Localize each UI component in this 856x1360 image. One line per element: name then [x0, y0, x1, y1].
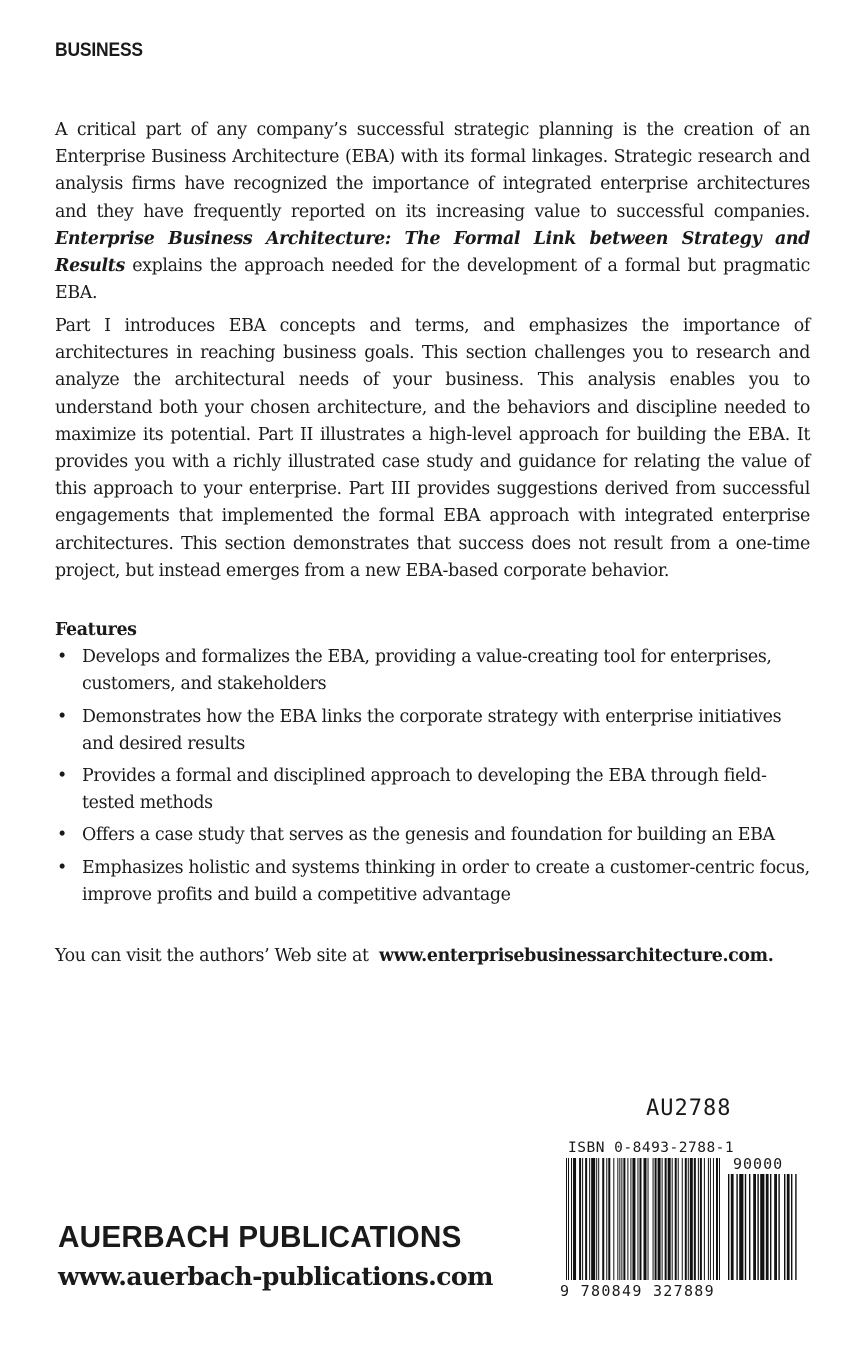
price-code: 90000 — [733, 1155, 784, 1173]
outro-text: explains the approach needed for the development of a formal but pragmatic EBA. — [55, 256, 810, 304]
description-paragraph-1 — [55, 117, 810, 307]
feature-item: • Demonstrates how the EBA links the corporate strategy with enterprise initiatives and desired results — [55, 704, 810, 758]
addon-barcode-icon — [728, 1174, 798, 1280]
bullet-icon: • — [57, 706, 67, 727]
feature-item: • Provides a formal and disciplined approach to developing the EBA through field-tested methods — [55, 763, 810, 817]
category-label: BUSINESS — [55, 40, 143, 61]
isbn-label: ISBN 0-8493-2788-1 — [568, 1140, 735, 1156]
feature-item: • Offers a case study that serves as the genesis and foundation for building an EBA — [55, 822, 810, 849]
bullet-icon: • — [57, 766, 67, 787]
book-title: Enterprise Business Architecture: The Formal Link between Strategy and Results — [55, 228, 810, 277]
website-text: You can visit the authors’ Web site at — [55, 946, 369, 966]
features-list — [55, 644, 810, 909]
product-code: AU2788 — [646, 1096, 732, 1121]
bullet-icon: • — [57, 825, 67, 846]
publisher-url[interactable]: www.auerbach-publications.com — [58, 1262, 493, 1291]
intro-text: A critical part of any company’s successful strategic planning is the creation of an Enterprise Business Architecture (EBA) with its formal linkages. Strategic research and analysis firms have recognized the importance of integrated enterprise architectures and they have frequently reported on its increasing value to successful companies. — [55, 120, 810, 222]
website-line — [55, 943, 810, 970]
feature-item: • Develops and formalizes the EBA, providing a value-creating tool for enterprises, customers, and stakeholders — [55, 644, 810, 698]
publisher-name: AUERBACH PUBLICATIONS — [58, 1219, 462, 1254]
bullet-icon: • — [57, 647, 67, 668]
features-section — [55, 617, 810, 914]
website-link[interactable]: www.enterprisebusinessarchitecture.com. — [379, 946, 774, 966]
feature-item: • Emphasizes holistic and systems thinking in order to create a customer-centric focus, improve profits and build a competitive advantage — [55, 855, 810, 909]
description-paragraph-2: Part I introduces EBA concepts and terms, and emphasizes the importance of architectures in reaching business goals. This section challenges you to research and analyze the architectural needs of your business. This analysis enables you to understand both your chosen architecture, and the behaviors and discipline needed to maximize its potential. Part II illustrates a high-level approach for building the EBA. It provides you with a richly illustrated case study and guidance for relating the value of this approach to your enterprise. Part III provides suggestions derived from successful engagements that implemented the formal EBA approach with integrated enterprise architectures. This section demonstrates that success does not result from a one-time project, but instead emerges from a new EBA-based corporate behavior. — [55, 316, 810, 581]
features-heading: Features — [55, 620, 137, 640]
barcode-digits: 9 780849 327889 — [560, 1282, 715, 1300]
bullet-icon: • — [57, 857, 67, 878]
barcode-icon — [566, 1158, 721, 1280]
